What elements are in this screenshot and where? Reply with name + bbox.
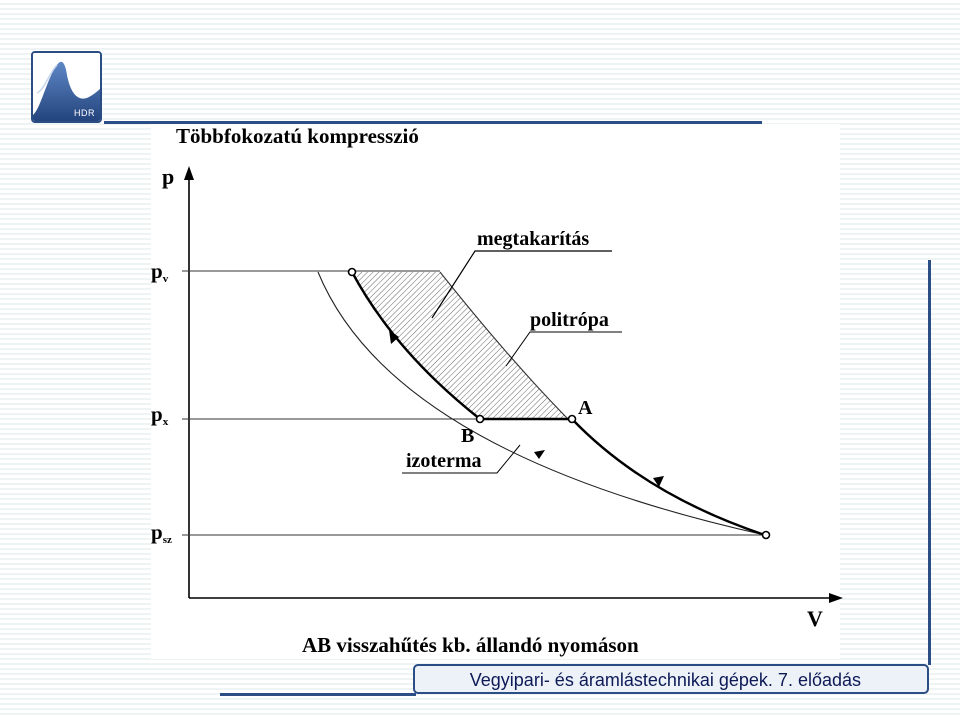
pv-label: pv — [151, 259, 169, 285]
point-psz-start — [763, 532, 770, 539]
x-axis-label: V — [807, 606, 823, 631]
y-axis-arrow-icon — [184, 166, 194, 180]
diagram-title: Többfokozatú kompresszió — [176, 124, 419, 148]
point-b — [477, 416, 484, 423]
point-pv-start — [349, 269, 356, 276]
savings-label: megtakarítás — [477, 228, 590, 250]
lower-polytropic-curve — [572, 419, 765, 535]
psz-label: psz — [151, 520, 172, 546]
x-axis-arrow-icon — [829, 593, 843, 603]
polytropic-label: politrópa — [530, 309, 609, 331]
y-axis-label: p — [162, 164, 175, 189]
savings-hatched-area — [352, 272, 568, 419]
isotherm-label: izoterma — [406, 450, 482, 472]
polytropic-leader-line — [506, 332, 622, 366]
isotherm-arrow-icon — [534, 450, 545, 459]
footer-text: Vegyipari- és áramlástechnikai gépek. 7. előadás — [469, 670, 861, 690]
diagram-caption: AB visszahűtés kb. állandó nyomáson — [302, 633, 639, 657]
point-a — [569, 416, 576, 423]
px-label: px — [151, 402, 169, 428]
point-b-label: B — [461, 425, 475, 447]
logo-text: HDR — [74, 108, 95, 118]
footer-bar — [413, 664, 929, 694]
point-a-label: A — [578, 397, 593, 419]
